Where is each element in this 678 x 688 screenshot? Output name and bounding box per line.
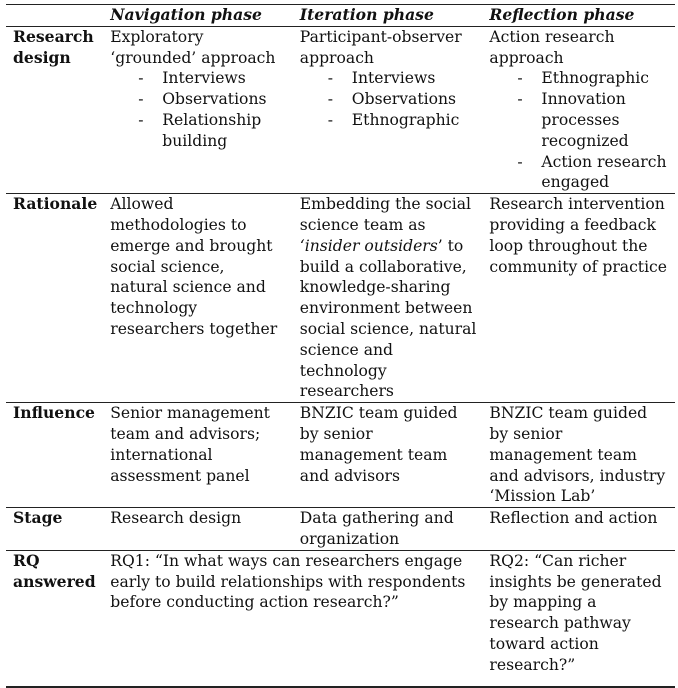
header-empty xyxy=(6,5,103,27)
cell-rationale-navigation: Allowed methodologies to emerge and brought social science, natural science and technology researchers together xyxy=(103,194,293,403)
cell-rq2: RQ2: “Can richer insights be generated by mapping a research pathway toward action research?” xyxy=(482,550,675,686)
cell-text: Embedding the social science team as xyxy=(299,195,472,234)
list-item: - Ethnographic xyxy=(517,68,669,89)
row-rq-answered xyxy=(6,550,675,686)
cell-stage-navigation: Research design xyxy=(103,508,293,551)
list-item: - Interviews xyxy=(328,68,477,89)
emphasis-text: ‘insider outsiders xyxy=(299,236,438,255)
row-label-influence: Influence xyxy=(6,403,103,508)
cell-research-design-iteration xyxy=(293,26,483,193)
cell-research-design-reflection xyxy=(482,26,675,193)
list-item: - Relationship building xyxy=(138,110,287,152)
list-item: - Observations xyxy=(328,89,477,110)
list-item: - Interviews xyxy=(138,68,287,89)
header-iteration-phase: Iteration phase xyxy=(293,5,483,27)
cell-text: ’ to build a collaborative, knowledge-sharing environment between social science, natural science and technology researchers xyxy=(299,236,477,401)
cell-research-design-navigation xyxy=(103,26,293,193)
cell-rq1: RQ1: “In what ways can researchers engage early to build relationships with respondents before conducting action research?” xyxy=(103,550,482,686)
list-item: - Action research engaged xyxy=(517,152,669,194)
phases-table xyxy=(6,4,675,688)
dash-list xyxy=(300,68,477,130)
cell-influence-iteration: BNZIC team guided by senior management team and advisors xyxy=(293,403,483,508)
row-label-stage: Stage xyxy=(6,508,103,551)
cell-influence-navigation: Senior management team and advisors; international assessment panel xyxy=(103,403,293,508)
list-item: - Innovation processes recognized xyxy=(517,89,669,151)
list-item: - Observations xyxy=(138,89,287,110)
row-rationale xyxy=(6,194,675,403)
cell-text: Action research approach xyxy=(489,27,615,67)
header-row xyxy=(6,5,675,27)
row-research-design xyxy=(6,26,675,193)
row-stage xyxy=(6,508,675,551)
row-influence xyxy=(6,403,675,508)
cell-text: Participant-observer approach xyxy=(299,27,462,67)
dash-list xyxy=(110,68,287,151)
cell-rationale-iteration xyxy=(293,194,483,403)
dash-list xyxy=(489,68,669,193)
row-label-rationale: Rationale xyxy=(6,194,103,403)
cell-text: Exploratory ‘grounded’ approach xyxy=(110,27,276,67)
row-label-rq-answered: RQ answered xyxy=(6,550,103,686)
list-item: - Ethnographic xyxy=(328,110,477,131)
cell-stage-iteration: Data gathering and organization xyxy=(293,508,483,551)
header-reflection-phase: Reflection phase xyxy=(482,5,675,27)
row-label-research-design: Research design xyxy=(6,26,103,193)
header-navigation-phase: Navigation phase xyxy=(103,5,293,27)
cell-rationale-reflection: Research intervention providing a feedback loop throughout the community of practice xyxy=(482,194,675,403)
cell-influence-reflection: BNZIC team guided by senior management team and advisors, industry ‘Mission Lab’ xyxy=(482,403,675,508)
cell-stage-reflection: Reflection and action xyxy=(482,508,675,551)
